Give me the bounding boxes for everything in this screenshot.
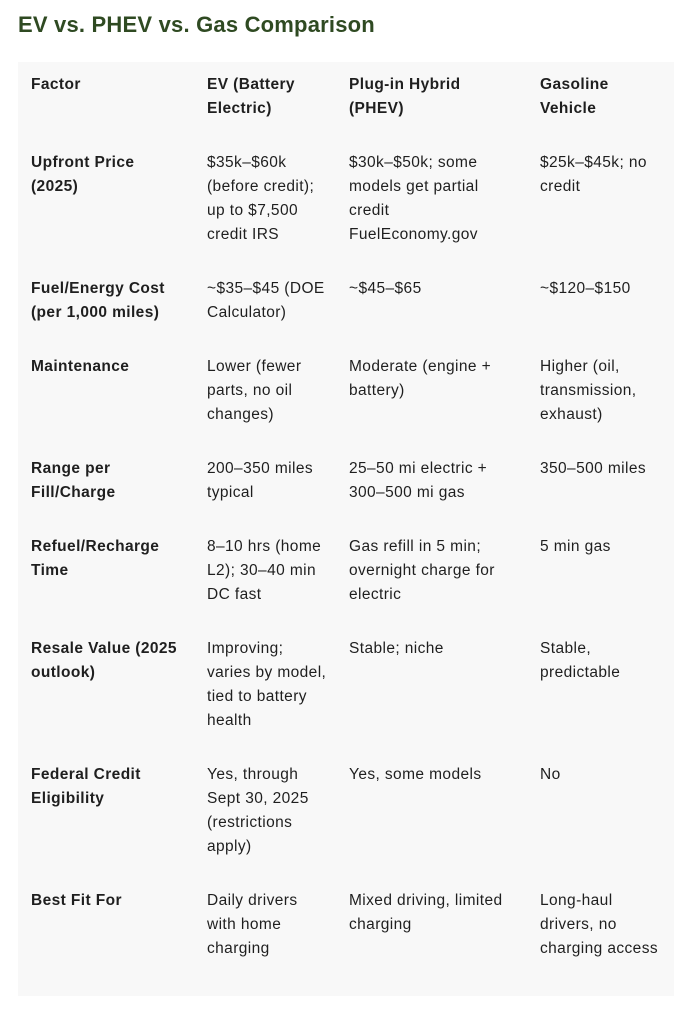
cell-gas: $25k–$45k; no credit xyxy=(540,154,647,195)
cell-phev: Yes, some models xyxy=(349,766,482,783)
cell-gas: No xyxy=(540,766,561,783)
row-factor: Upfront Price (2025) xyxy=(31,154,135,195)
cell-phev: Mixed driving, limited charging xyxy=(349,892,503,933)
comparison-table-container xyxy=(18,62,674,996)
table-row xyxy=(18,525,674,627)
column-header-factor: Factor xyxy=(31,76,81,93)
cell-ev: Yes, through Sept 30, 2025 (restrictions apply) xyxy=(207,766,309,855)
cell-phev: Moderate (engine + battery) xyxy=(349,358,492,399)
cell-ev: $35k–$60k (before credit); up to $7,500 credit IRS xyxy=(207,154,315,243)
table-row xyxy=(18,267,674,345)
row-factor: Range per Fill/Charge xyxy=(31,460,116,501)
row-factor: Maintenance xyxy=(31,358,130,375)
table-row xyxy=(18,627,674,753)
cell-phev: Gas refill in 5 min; overnight charge for electric xyxy=(349,538,495,603)
comparison-table xyxy=(18,62,674,981)
table-row xyxy=(18,345,674,447)
cell-ev: 200–350 miles typical xyxy=(207,460,314,501)
table-row xyxy=(18,879,674,981)
column-header-gas: Gasoline Vehicle xyxy=(540,76,609,117)
cell-phev: Stable; niche xyxy=(349,640,444,657)
cell-ev: ~$35–$45 (DOE Calculator) xyxy=(207,280,325,321)
table-row xyxy=(18,141,674,267)
table-row xyxy=(18,753,674,879)
column-header-ev: EV (Battery Electric) xyxy=(207,76,295,117)
row-factor: Fuel/Energy Cost (per 1,000 miles) xyxy=(31,280,165,321)
row-factor: Resale Value (2025 outlook) xyxy=(31,640,177,681)
cell-gas: Long-haul drivers, no charging access xyxy=(540,892,659,957)
page-title: EV vs. PHEV vs. Gas Comparison xyxy=(18,12,375,37)
cell-ev: 8–10 hrs (home L2); 30–40 min DC fast xyxy=(207,538,322,603)
cell-ev: Improving; varies by model, tied to battery health xyxy=(207,640,327,729)
cell-gas: ~$120–$150 xyxy=(540,280,631,297)
cell-phev: ~$45–$65 xyxy=(349,280,422,297)
cell-ev: Daily drivers with home charging xyxy=(207,892,298,957)
table-header-row xyxy=(18,62,674,141)
cell-gas: Higher (oil, transmission, exhaust) xyxy=(540,358,637,423)
row-factor: Federal Credit Eligibility xyxy=(31,766,141,807)
row-factor: Refuel/Recharge Time xyxy=(31,538,160,579)
cell-gas: Stable, predictable xyxy=(540,640,621,681)
cell-phev: $30k–$50k; some models get partial credit FuelEconomy.gov xyxy=(349,154,479,243)
cell-gas: 5 min gas xyxy=(540,538,611,555)
cell-phev: 25–50 mi electric + 300–500 mi gas xyxy=(349,460,488,501)
column-header-phev: Plug-in Hybrid (PHEV) xyxy=(349,76,461,117)
cell-ev: Lower (fewer parts, no oil changes) xyxy=(207,358,302,423)
cell-gas: 350–500 miles xyxy=(540,460,647,477)
row-factor: Best Fit For xyxy=(31,892,122,909)
table-row xyxy=(18,447,674,525)
